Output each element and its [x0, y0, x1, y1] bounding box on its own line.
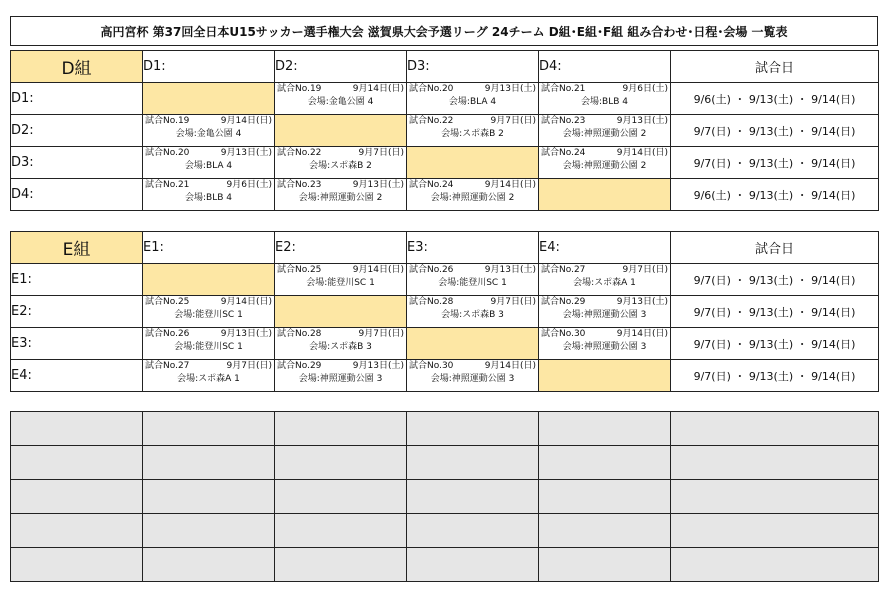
self-match-cell — [407, 328, 539, 360]
group-e-table — [10, 231, 879, 392]
match-header — [407, 264, 538, 276]
team-row-label: E4: — [11, 360, 143, 392]
match-header — [143, 296, 274, 308]
team-column-header: E2: — [275, 232, 407, 264]
match-cell — [539, 147, 671, 179]
empty-row — [11, 412, 879, 446]
match-header — [539, 115, 670, 127]
match-number: 試合No.30 — [409, 361, 454, 371]
match-number: 試合No.19 — [277, 84, 322, 94]
match-header — [539, 147, 670, 159]
match-number: 試合No.29 — [277, 361, 322, 371]
match-date: 9月7日(日) — [358, 329, 404, 339]
match-date: 9月6日(土) — [226, 180, 272, 190]
match-venue: 会場:能登川SC 1 — [174, 309, 243, 320]
match-dates: 9/6(土) ・ 9/13(土) ・ 9/14(日) — [671, 83, 879, 115]
match-header — [539, 296, 670, 308]
match-number: 試合No.23 — [277, 180, 322, 190]
match-cell — [143, 296, 275, 328]
team-column-header: D3: — [407, 51, 539, 83]
team-row-label: D2: — [11, 115, 143, 147]
match-venue: 会場:神照運動公園 3 — [562, 341, 647, 352]
team-row-label: D4: — [11, 179, 143, 211]
team-row-label: E1: — [11, 264, 143, 296]
match-cell — [539, 83, 671, 115]
team-row-label: D3: — [11, 147, 143, 179]
match-header — [539, 328, 670, 340]
match-cell — [143, 360, 275, 392]
match-number: 試合No.27 — [541, 265, 586, 275]
match-venue: 会場:神照運動公園 2 — [430, 192, 515, 203]
match-header — [407, 83, 538, 95]
match-header — [407, 296, 538, 308]
match-cell — [407, 296, 539, 328]
match-date: 9月13日(土) — [484, 84, 536, 94]
match-venue: 会場:BLA 4 — [184, 160, 233, 171]
match-venue: 会場:神照運動公園 3 — [298, 373, 383, 384]
match-cell — [275, 179, 407, 211]
team-row — [11, 115, 879, 147]
match-dates-header: 試合日 — [671, 51, 879, 83]
match-venue: 会場:能登川SC 1 — [438, 277, 507, 288]
match-cell — [407, 360, 539, 392]
team-row-label: E3: — [11, 328, 143, 360]
self-match-cell — [539, 360, 671, 392]
match-number: 試合No.19 — [145, 116, 190, 126]
match-number: 試合No.20 — [145, 148, 190, 158]
match-date: 9月13日(土) — [616, 297, 668, 307]
match-cell — [407, 264, 539, 296]
match-number: 試合No.24 — [409, 180, 454, 190]
match-venue: 会場:能登川SC 1 — [306, 277, 375, 288]
match-header — [275, 147, 406, 159]
match-date: 9月14日(日) — [616, 329, 668, 339]
team-column-header: D4: — [539, 51, 671, 83]
match-cell — [143, 328, 275, 360]
match-venue: 会場:神照運動公園 2 — [562, 160, 647, 171]
match-date: 9月7日(日) — [490, 116, 536, 126]
match-venue: 会場:スポ森B 2 — [441, 128, 504, 139]
match-venue: 会場:金亀公園 4 — [307, 96, 374, 107]
team-row-label: E2: — [11, 296, 143, 328]
match-date: 9月13日(土) — [220, 148, 272, 158]
match-date: 9月14日(日) — [220, 297, 272, 307]
match-cell — [539, 264, 671, 296]
match-date: 9月7日(日) — [490, 297, 536, 307]
match-header — [275, 179, 406, 191]
team-row — [11, 296, 879, 328]
match-cell — [143, 179, 275, 211]
team-row — [11, 83, 879, 115]
team-row — [11, 147, 879, 179]
match-date: 9月14日(日) — [220, 116, 272, 126]
team-column-header: E3: — [407, 232, 539, 264]
match-cell — [539, 296, 671, 328]
match-cell — [407, 179, 539, 211]
match-header — [407, 179, 538, 191]
match-dates: 9/7(日) ・ 9/13(土) ・ 9/14(日) — [671, 147, 879, 179]
match-cell — [275, 360, 407, 392]
self-match-cell — [407, 147, 539, 179]
match-venue: 会場:神照運動公園 2 — [298, 192, 383, 203]
match-venue: 会場:BLB 4 — [185, 192, 232, 203]
match-header — [539, 264, 670, 276]
match-header — [275, 264, 406, 276]
match-venue: 会場:神照運動公園 2 — [562, 128, 647, 139]
match-header — [143, 360, 274, 372]
group-header-row — [11, 51, 879, 83]
match-header — [143, 147, 274, 159]
match-date: 9月7日(日) — [226, 361, 272, 371]
empty-row — [11, 514, 879, 548]
match-dates-header: 試合日 — [671, 232, 879, 264]
match-cell — [275, 147, 407, 179]
match-venue: 会場:スポ森B 2 — [309, 160, 372, 171]
match-dates: 9/7(日) ・ 9/13(土) ・ 9/14(日) — [671, 264, 879, 296]
match-date: 9月6日(土) — [622, 84, 668, 94]
self-match-cell — [275, 115, 407, 147]
match-date: 9月13日(土) — [352, 361, 404, 371]
group-name: D組 — [11, 51, 143, 83]
match-venue: 会場:スポ森B 3 — [441, 309, 504, 320]
group-header-row — [11, 232, 879, 264]
match-date: 9月14日(日) — [616, 148, 668, 158]
empty-row — [11, 446, 879, 480]
match-number: 試合No.27 — [145, 361, 190, 371]
match-number: 試合No.25 — [145, 297, 190, 307]
match-number: 試合No.28 — [409, 297, 454, 307]
match-number: 試合No.29 — [541, 297, 586, 307]
match-dates: 9/7(日) ・ 9/13(土) ・ 9/14(日) — [671, 360, 879, 392]
match-dates: 9/6(土) ・ 9/13(土) ・ 9/14(日) — [671, 179, 879, 211]
match-date: 9月13日(土) — [484, 265, 536, 275]
match-number: 試合No.24 — [541, 148, 586, 158]
match-number: 試合No.21 — [541, 84, 586, 94]
page-title: 高円宮杯 第37回全日本U15サッカー選手権大会 滋賀県大会予選リーグ 24チーム D組･E組･F組 組み合わせ･日程･会場 一覧表 — [10, 16, 878, 46]
team-row — [11, 328, 879, 360]
match-header — [275, 328, 406, 340]
team-column-header: D2: — [275, 51, 407, 83]
self-match-cell — [539, 179, 671, 211]
match-date: 9月14日(日) — [484, 180, 536, 190]
match-header — [275, 360, 406, 372]
team-row — [11, 360, 879, 392]
match-number: 試合No.26 — [145, 329, 190, 339]
match-venue: 会場:能登川SC 1 — [174, 341, 243, 352]
match-cell — [407, 115, 539, 147]
match-header — [539, 83, 670, 95]
match-cell — [539, 328, 671, 360]
match-dates: 9/7(日) ・ 9/13(土) ・ 9/14(日) — [671, 115, 879, 147]
match-venue: 会場:スポ森A 1 — [573, 277, 636, 288]
match-cell — [539, 115, 671, 147]
match-venue: 会場:金亀公園 4 — [175, 128, 242, 139]
match-venue: 会場:スポ森B 3 — [309, 341, 372, 352]
match-venue: 会場:神照運動公園 3 — [430, 373, 515, 384]
match-number: 試合No.23 — [541, 116, 586, 126]
match-number: 試合No.26 — [409, 265, 454, 275]
match-dates: 9/7(日) ・ 9/13(土) ・ 9/14(日) — [671, 328, 879, 360]
group-d-table — [10, 50, 879, 211]
empty-table — [10, 411, 879, 582]
match-header — [407, 115, 538, 127]
match-date: 9月13日(土) — [616, 116, 668, 126]
match-venue: 会場:BLA 4 — [448, 96, 497, 107]
match-header — [407, 360, 538, 372]
match-cell — [275, 328, 407, 360]
self-match-cell — [275, 296, 407, 328]
team-column-header: E4: — [539, 232, 671, 264]
empty-row — [11, 480, 879, 514]
match-cell — [143, 147, 275, 179]
team-row — [11, 179, 879, 211]
match-number: 試合No.22 — [409, 116, 454, 126]
team-column-header: D1: — [143, 51, 275, 83]
match-date: 9月13日(土) — [352, 180, 404, 190]
self-match-cell — [143, 83, 275, 115]
match-date: 9月14日(日) — [352, 84, 404, 94]
team-row-label: D1: — [11, 83, 143, 115]
match-number: 試合No.20 — [409, 84, 454, 94]
group-name: E組 — [11, 232, 143, 264]
match-number: 試合No.30 — [541, 329, 586, 339]
match-number: 試合No.28 — [277, 329, 322, 339]
match-number: 試合No.25 — [277, 265, 322, 275]
match-venue: 会場:神照運動公園 3 — [562, 309, 647, 320]
match-cell — [407, 83, 539, 115]
match-cell — [275, 264, 407, 296]
match-header — [143, 115, 274, 127]
team-row — [11, 264, 879, 296]
match-dates: 9/7(日) ・ 9/13(土) ・ 9/14(日) — [671, 296, 879, 328]
match-header — [143, 328, 274, 340]
match-date: 9月7日(日) — [622, 265, 668, 275]
empty-row — [11, 548, 879, 582]
match-header — [143, 179, 274, 191]
match-number: 試合No.22 — [277, 148, 322, 158]
match-venue: 会場:スポ森A 1 — [177, 373, 240, 384]
match-header — [275, 83, 406, 95]
match-date: 9月14日(日) — [352, 265, 404, 275]
match-cell — [275, 83, 407, 115]
match-venue: 会場:BLB 4 — [581, 96, 628, 107]
match-date: 9月7日(日) — [358, 148, 404, 158]
match-date: 9月13日(土) — [220, 329, 272, 339]
self-match-cell — [143, 264, 275, 296]
team-column-header: E1: — [143, 232, 275, 264]
match-date: 9月14日(日) — [484, 361, 536, 371]
match-number: 試合No.21 — [145, 180, 190, 190]
match-cell — [143, 115, 275, 147]
